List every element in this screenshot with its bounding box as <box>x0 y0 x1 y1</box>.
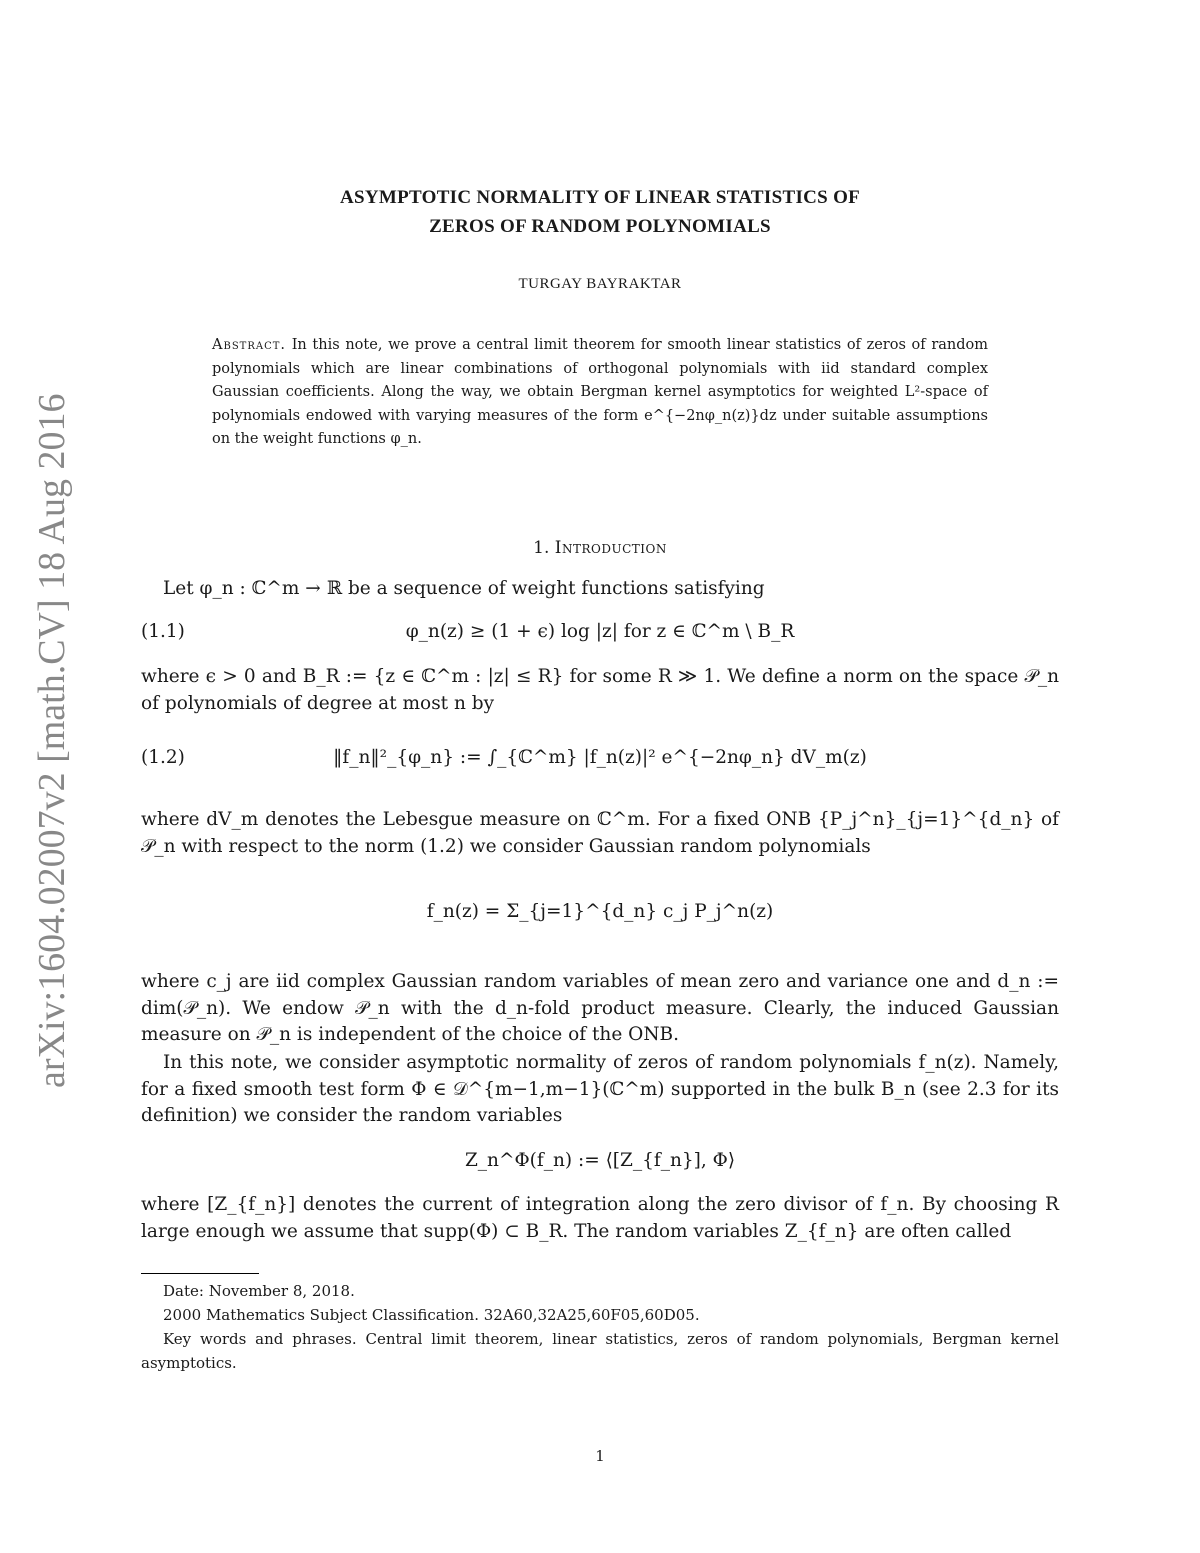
section-number: 1. <box>533 538 550 558</box>
equation-random-polynomial <box>141 901 1059 931</box>
paper-title-line-2: ZEROS OF RANDOM POLYNOMIALS <box>429 216 771 237</box>
section-title: Introduction <box>554 538 667 558</box>
equation-1-2 <box>141 747 1059 777</box>
footnote-separator <box>141 1273 259 1274</box>
paragraph-gaussian-polynomials: where dV_m denotes the Lebesgue measure on ℂ^m. For a fixed ONB {P_j^n}_{j=1}^{d_n} of 𝒫_n with respect to the norm (1.2) we consider Gaussian random polynomials <box>141 809 1059 857</box>
abstract-label: Abstract. <box>212 337 287 353</box>
paragraph-current-of-integration: where [Z_{f_n}] denotes the current of integration along the zero divisor of f_n. By choosing R large enough we assume that supp(Φ) ⊂ B_R. The random variables Z_{f_n} are often called <box>141 1194 1059 1242</box>
equation-body: φ_n(z) ≥ (1 + ϵ) log |z| for z ∈ ℂ^m \ B_R <box>405 621 795 642</box>
section-heading <box>0 538 1200 558</box>
equation-body: Z_n^Φ(f_n) := ⟨[Z_{f_n}], Φ⟩ <box>464 1150 736 1171</box>
equation-label: (1.2) <box>141 747 185 768</box>
paragraph-intro: Let φ_n : ℂ^m → ℝ be a sequence of weight functions satisfying <box>163 578 765 599</box>
equation-body: ‖f_n‖²_{φ_n} := ∫_{ℂ^m} |f_n(z)|² e^{−2nφ_n} dV_m(z) <box>333 747 867 768</box>
footnote-keywords: Key words and phrases. Central limit theorem, linear statistics, zeros of random polynomials, Bergman kernel asymptotics. <box>141 1330 1059 1372</box>
footnote-msc: 2000 Mathematics Subject Classification. 32A60,32A25,60F05,60D05. <box>163 1306 700 1324</box>
paper-title-line-1: ASYMPTOTIC NORMALITY OF LINEAR STATISTICS OF <box>339 187 861 208</box>
paragraph-coefficients: where c_j are iid complex Gaussian random variables of mean zero and variance one and d_n := dim(𝒫_n). We endow 𝒫_n with the d_n-fold product measure. Clearly, the induced Gaussian measure on 𝒫_n is independent of the choice of the ONB. <box>141 971 1059 1045</box>
abstract <box>212 334 988 452</box>
abstract-text: In this note, we prove a central limit theorem for smooth linear statistics of zeros of random polynomials which are linear combinations of orthogonal polynomials with iid standard complex Gaussian coefficients. Along the way, we obtain Bergman kernel asymptotics for weighted L²-space of polynomials endowed with varying measures of the form e^{−2nφ_n(z)}dz under suitable assumptions on the weight functions φ_n. <box>212 337 988 447</box>
author-name: TURGAY BAYRAKTAR <box>518 276 682 292</box>
equation-1-1 <box>141 621 1059 651</box>
footnote-date: Date: November 8, 2018. <box>163 1282 355 1300</box>
paragraph-norm-definition: where ϵ > 0 and B_R := {z ∈ ℂ^m : |z| ≤ R} for some R ≫ 1. We define a norm on the space 𝒫_n of polynomials of degree at most n by <box>141 666 1059 714</box>
page-number: 1 <box>595 1447 605 1465</box>
arxiv-identifier-stamp: arXiv:1604.02007v2 [math.CV] 18 Aug 2016 <box>31 393 73 1088</box>
paragraph-asymptotic-normality: In this note, we consider asymptotic normality of zeros of random polynomials f_n(z). Namely, for a fixed smooth test form Φ ∈ 𝒟^{m−1,m−1}(ℂ^m) supported in the bulk B_n (see 2.3 for its definition) we consider the random variables <box>141 1052 1059 1126</box>
equation-random-variable <box>141 1150 1059 1180</box>
equation-body: f_n(z) = Σ_{j=1}^{d_n} c_j P_j^n(z) <box>426 901 774 922</box>
equation-label: (1.1) <box>141 621 185 642</box>
